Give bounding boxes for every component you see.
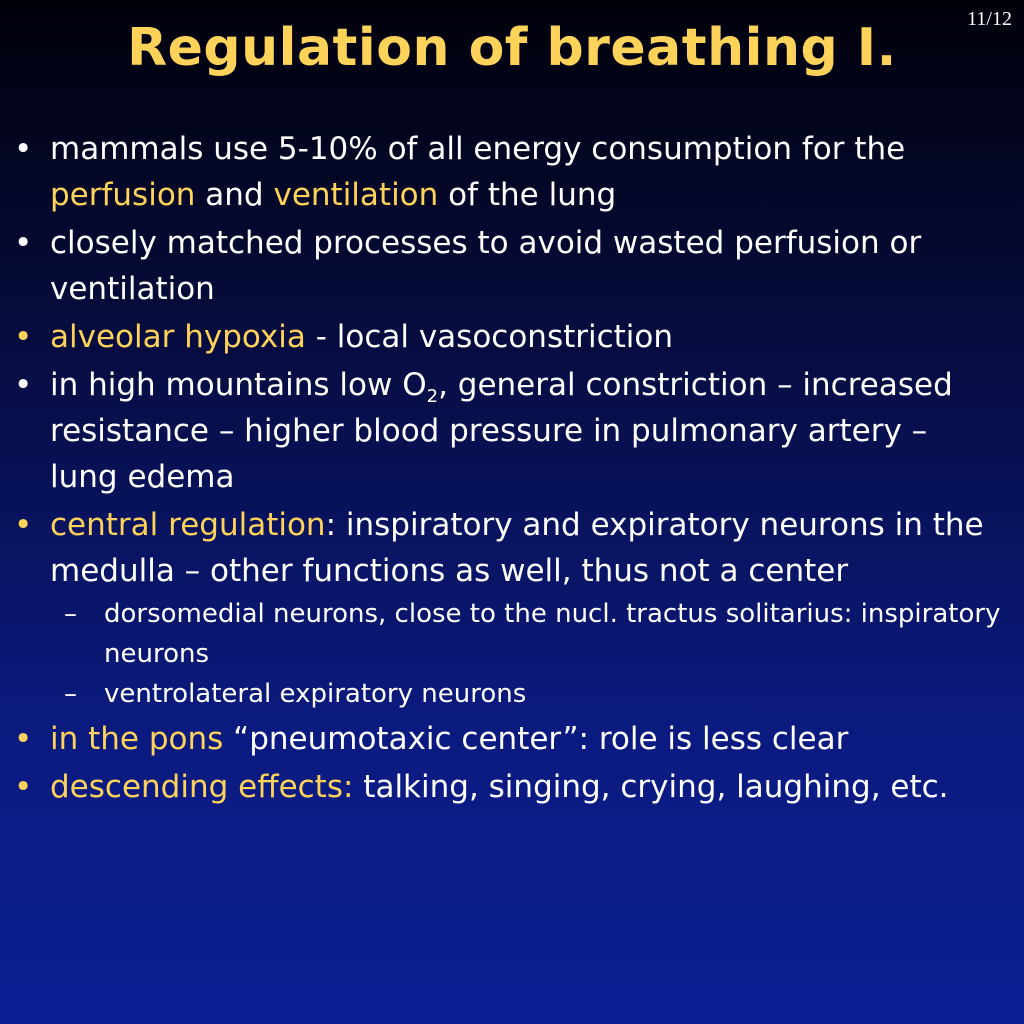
bullet-text: closely matched processes to avoid wasted perfusion or ventilation — [50, 225, 922, 307]
highlight-text: in the pons — [50, 721, 224, 757]
slide-title: Regulation of breathing I. — [127, 18, 897, 78]
bullet-item — [14, 126, 1004, 218]
bullet-item — [14, 716, 1004, 762]
bullet-text: talking, singing, crying, laughing, etc. — [353, 769, 949, 805]
bullet-marker: • — [14, 131, 33, 167]
bullet-text: of the lung — [438, 177, 617, 213]
bullet-text: “pneumotaxic center”: role is less clear — [223, 721, 849, 757]
bullet-item — [14, 764, 1004, 810]
sub-list — [50, 594, 1004, 714]
sub-marker: – — [64, 599, 77, 629]
bullet-text: : inspiratory and expiratory neurons in the medulla – other functions as well, thus not a center — [50, 507, 984, 589]
slide-number: 11/12 — [967, 8, 1012, 30]
sub-marker: – — [64, 679, 77, 709]
subscript: 2 — [426, 386, 439, 408]
highlight-text: perfusion — [50, 177, 196, 213]
highlight-text: alveolar hypoxia — [50, 319, 306, 355]
sub-item — [60, 674, 1004, 714]
bullet-marker: • — [14, 721, 33, 757]
bullet-item — [14, 502, 1004, 714]
bullet-item — [14, 220, 1004, 312]
bullet-item — [14, 314, 1004, 360]
sub-text: ventrolateral expiratory neurons — [104, 679, 527, 709]
bullet-text: and — [195, 177, 274, 213]
bullet-marker: • — [14, 507, 33, 543]
bullet-list — [14, 126, 1004, 812]
bullet-text: , general constriction – increased resistance – higher blood pressure in pulmonary artery – lung edema — [50, 367, 953, 495]
bullet-text: - local vasoconstriction — [305, 319, 674, 355]
bullet-item — [14, 362, 1004, 500]
highlight-text: central regulation — [50, 507, 326, 543]
bullet-marker: • — [14, 367, 33, 403]
bullet-text: mammals use 5-10% of all energy consumption for the — [50, 131, 906, 167]
sub-item — [60, 594, 1004, 674]
highlight-text: descending effects: — [50, 769, 354, 805]
bullet-marker: • — [14, 319, 33, 355]
bullet-text: in high mountains low O — [50, 367, 427, 403]
bullet-marker: • — [14, 225, 33, 261]
highlight-text: ventilation — [273, 177, 439, 213]
sub-text: dorsomedial neurons, close to the nucl. tractus solitarius: inspiratory neurons — [104, 599, 1001, 669]
bullet-marker: • — [14, 769, 33, 805]
